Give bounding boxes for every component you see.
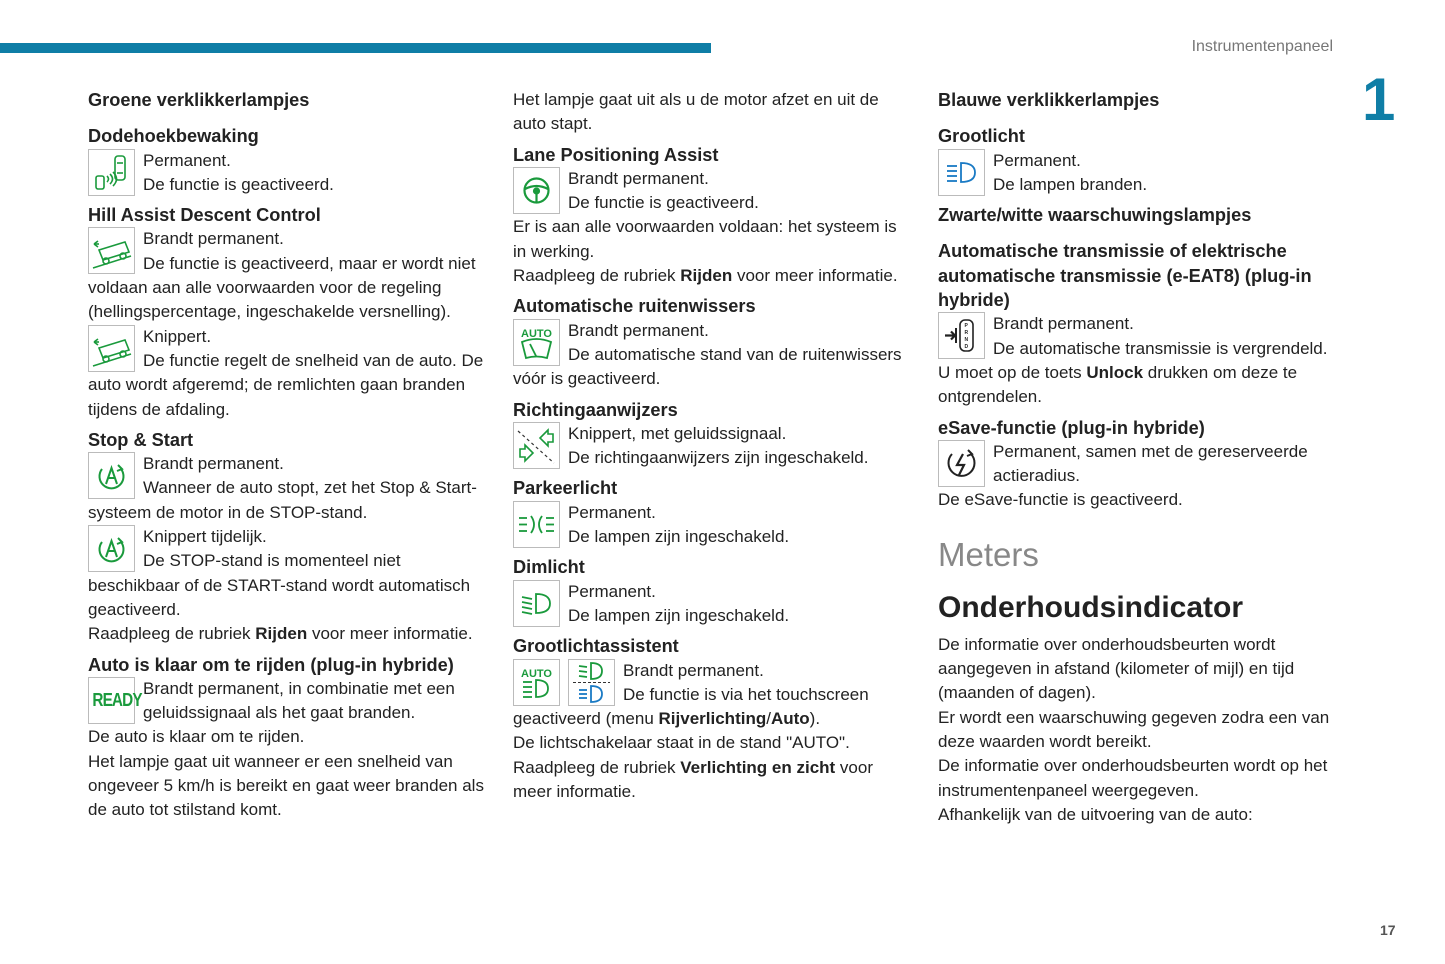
stop-start-flash-line-2: De STOP-stand is momenteel niet beschikbaar of de START-stand wordt automatisch geactiveerd.	[88, 551, 471, 619]
lane-positioning-reference: Raadpleeg de rubriek Rijden voor meer informatie.	[513, 266, 898, 286]
heading-lane-positioning: Lane Positioning Assist	[513, 144, 719, 165]
entry-dipped-beam	[513, 580, 913, 629]
entry-lane-positioning	[513, 167, 913, 216]
heading-auto-wipers: Automatische ruitenwissers	[513, 296, 756, 317]
heading-turn-indicators: Richtingaanwijzers	[513, 399, 678, 420]
ready-line-1: Brandt permanent, in combinatie met een geluidssignaal als het gaat branden.	[143, 678, 455, 723]
heading-parking-lights: Parkeerlicht	[513, 478, 618, 499]
dipped-beam-icon	[513, 580, 560, 627]
stop-start-flash-line-1: Knippert tijdelijk.	[143, 527, 267, 547]
entry-high-beam-assist	[513, 659, 913, 732]
auto-wipers-line-2: De automatische stand van de ruitenwissers vóór is geactiveerd.	[513, 344, 902, 389]
dipped-beam-line-2: De lampen zijn ingeschakeld.	[568, 605, 790, 625]
stop-start-flashing-icon	[88, 525, 135, 572]
entry-esave	[938, 440, 1338, 489]
hill-descent-icon	[88, 227, 135, 274]
high-beam-line-1: Permanent.	[993, 150, 1081, 170]
heading-high-beam: Grootlicht	[938, 126, 1025, 147]
heading-stop-start: Stop & Start	[88, 429, 194, 450]
heading-gearbox: Automatische transmissie of elektrische automatische transmissie (e-EAT8) (plug-in hybride)	[938, 241, 1312, 311]
heading-high-beam-assist: Grootlichtassistent	[513, 636, 679, 657]
turn-indicator-icon	[513, 422, 560, 469]
parking-lights-line-2: De lampen zijn ingeschakeld.	[568, 527, 790, 547]
entry-turn-indicators	[513, 422, 913, 471]
ready-line-3: Het lampje gaat uit wanneer er een snelheid van ongeveer 5 km/h is bereikt en gaat weer branden als de auto tot stilstand komt.	[88, 751, 484, 820]
entry-stop-start-flash	[88, 525, 488, 622]
maintenance-paragraph-2: Er wordt een waarschuwing gegeven zodra een van deze waarden wordt bereikt.	[938, 707, 1330, 751]
hill-descent-flash-line-2: De functie regelt de snelheid van de auto. De auto wordt afgeremd; de remlichten gaan branden tijdens de afdaling.	[88, 350, 484, 419]
column-middle	[513, 88, 913, 804]
turn-indicators-line-2: De richtingaanwijzers zijn ingeschakeld.	[568, 448, 869, 468]
turn-indicators-line-1: Knippert, met geluidssignaal.	[568, 423, 787, 443]
stop-start-reference: Raadpleeg de rubriek Rijden voor meer informatie.	[88, 624, 473, 644]
blind-spot-line-2: De functie is geactiveerd.	[143, 174, 334, 194]
heading-blind-spot: Dodehoekbewaking	[88, 126, 259, 147]
parking-lights-line-1: Permanent.	[568, 502, 656, 522]
entry-hill-descent-flash	[88, 325, 488, 422]
blind-spot-icon	[88, 149, 135, 196]
heading-hill-descent: Hill Assist Descent Control	[88, 205, 321, 226]
entry-auto-wipers	[513, 319, 913, 392]
running-title: Instrumentenpaneel	[1191, 38, 1333, 55]
entry-ready	[88, 677, 488, 726]
stop-start-steady-line-1: Brandt permanent.	[143, 454, 284, 474]
section-title-warning: Zwarte/witte waarschuwingslampjes	[938, 205, 1252, 226]
high-beam-assist-line-1: Brandt permanent.	[623, 660, 764, 680]
ready-continued: Het lampje gaat uit als u de motor afzet en uit de auto stapt.	[513, 90, 879, 134]
parking-lights-icon	[513, 501, 560, 548]
gearbox-line-3: U moet op de toets Unlock drukken om deze te ontgrendelen.	[938, 362, 1298, 407]
maintenance-paragraph-1: De informatie over onderhoudsbeurten wordt aangegeven in afstand (kilometer of mijl) en tijd (maanden of dagen).	[938, 634, 1295, 703]
auto-wiper-icon: AUTO	[513, 319, 560, 366]
steering-wheel-icon	[513, 167, 560, 214]
column-left	[88, 88, 488, 823]
high-beam-assist-reference: Raadpleeg de rubriek Verlichting en zicht voor meer informatie.	[513, 757, 873, 802]
page-number: 17	[1380, 922, 1396, 938]
heading-maintenance-indicator: Onderhoudsindicator	[938, 590, 1244, 624]
auto-wipers-line-1: Brandt permanent.	[568, 320, 709, 340]
lane-positioning-line-2: De functie is geactiveerd.	[568, 193, 759, 213]
stop-start-steady-line-2: Wanneer de auto stopt, zet het Stop & Start-systeem de motor in de STOP-stand.	[88, 478, 477, 522]
entry-blind-spot	[88, 149, 488, 198]
svg-text:N: N	[964, 337, 969, 344]
heading-ready: Auto is klaar om te rijden (plug-in hybride)	[88, 654, 454, 675]
high-beam-line-2: De lampen branden.	[993, 174, 1148, 194]
maintenance-paragraph-3: De informatie over onderhoudsbeurten wordt op het instrumentenpaneel weergegeven.	[938, 756, 1328, 800]
dipped-beam-line-1: Permanent.	[568, 581, 656, 601]
stop-start-icon	[88, 452, 135, 499]
high-beam-assist-line-2: De functie is via het touchscreen geactiveerd (menu Rijverlichting/Auto).	[513, 684, 869, 729]
blind-spot-line-1: Permanent.	[143, 150, 231, 170]
entry-hill-descent-steady	[88, 227, 488, 324]
auto-beam-icon: AUTO	[513, 659, 560, 706]
esave-line-2: De eSave-functie is geactiveerd.	[938, 490, 1183, 510]
gearbox-line-2: De automatische transmissie is vergrendeld.	[993, 338, 1328, 358]
ready-line-2: De auto is klaar om te rijden.	[88, 727, 305, 747]
hill-descent-steady-line-1: Brandt permanent.	[143, 229, 284, 249]
entry-parking-lights	[513, 501, 913, 550]
header-accent-bar	[0, 43, 711, 53]
section-title-green: Groene verklikkerlampjes	[88, 90, 310, 110]
chapter-number: 1	[1362, 66, 1396, 133]
section-title-blue: Blauwe verklikkerlampjes	[938, 90, 1160, 110]
esave-icon	[938, 440, 985, 487]
gearbox-line-1: Brandt permanent.	[993, 314, 1134, 334]
high-beam-icon	[938, 149, 985, 196]
entry-high-beam	[938, 149, 1338, 198]
heading-esave: eSave-functie (plug-in hybride)	[938, 417, 1205, 438]
entry-gearbox	[938, 312, 1338, 361]
svg-text:D: D	[964, 344, 969, 351]
gearbox-lock-icon	[938, 312, 985, 359]
lane-positioning-line-1: Brandt permanent.	[568, 168, 709, 188]
section-title-meters: Meters	[938, 535, 1039, 573]
column-right	[938, 88, 1338, 827]
ready-icon: READY	[88, 677, 135, 724]
svg-text:R: R	[964, 330, 969, 337]
esave-line-1: Permanent, samen met de gereserveerde actieradius.	[993, 441, 1308, 486]
hill-descent-steady-line-2: De functie is geactiveerd, maar er wordt niet voldaan aan alle voorwaarden voor de regeling (hellingspercentage, ingeschakelde versnelling).	[88, 253, 476, 322]
high-beam-assist-line-3: De lichtschakelaar staat in de stand "AUTO".	[513, 733, 850, 753]
hill-descent-flash-line-1: Knippert.	[143, 326, 212, 346]
entry-stop-start-steady	[88, 452, 488, 525]
maintenance-paragraph-4: Afhankelijk van de uitvoering van de auto:	[938, 804, 1253, 824]
high-low-beam-icon	[568, 659, 615, 706]
heading-dipped-beam: Dimlicht	[513, 557, 585, 578]
svg-text:P: P	[964, 323, 968, 330]
lane-positioning-line-3: Er is aan alle voorwaarden voldaan: het systeem is in werking.	[513, 217, 897, 261]
hill-descent-flashing-icon	[88, 325, 135, 372]
